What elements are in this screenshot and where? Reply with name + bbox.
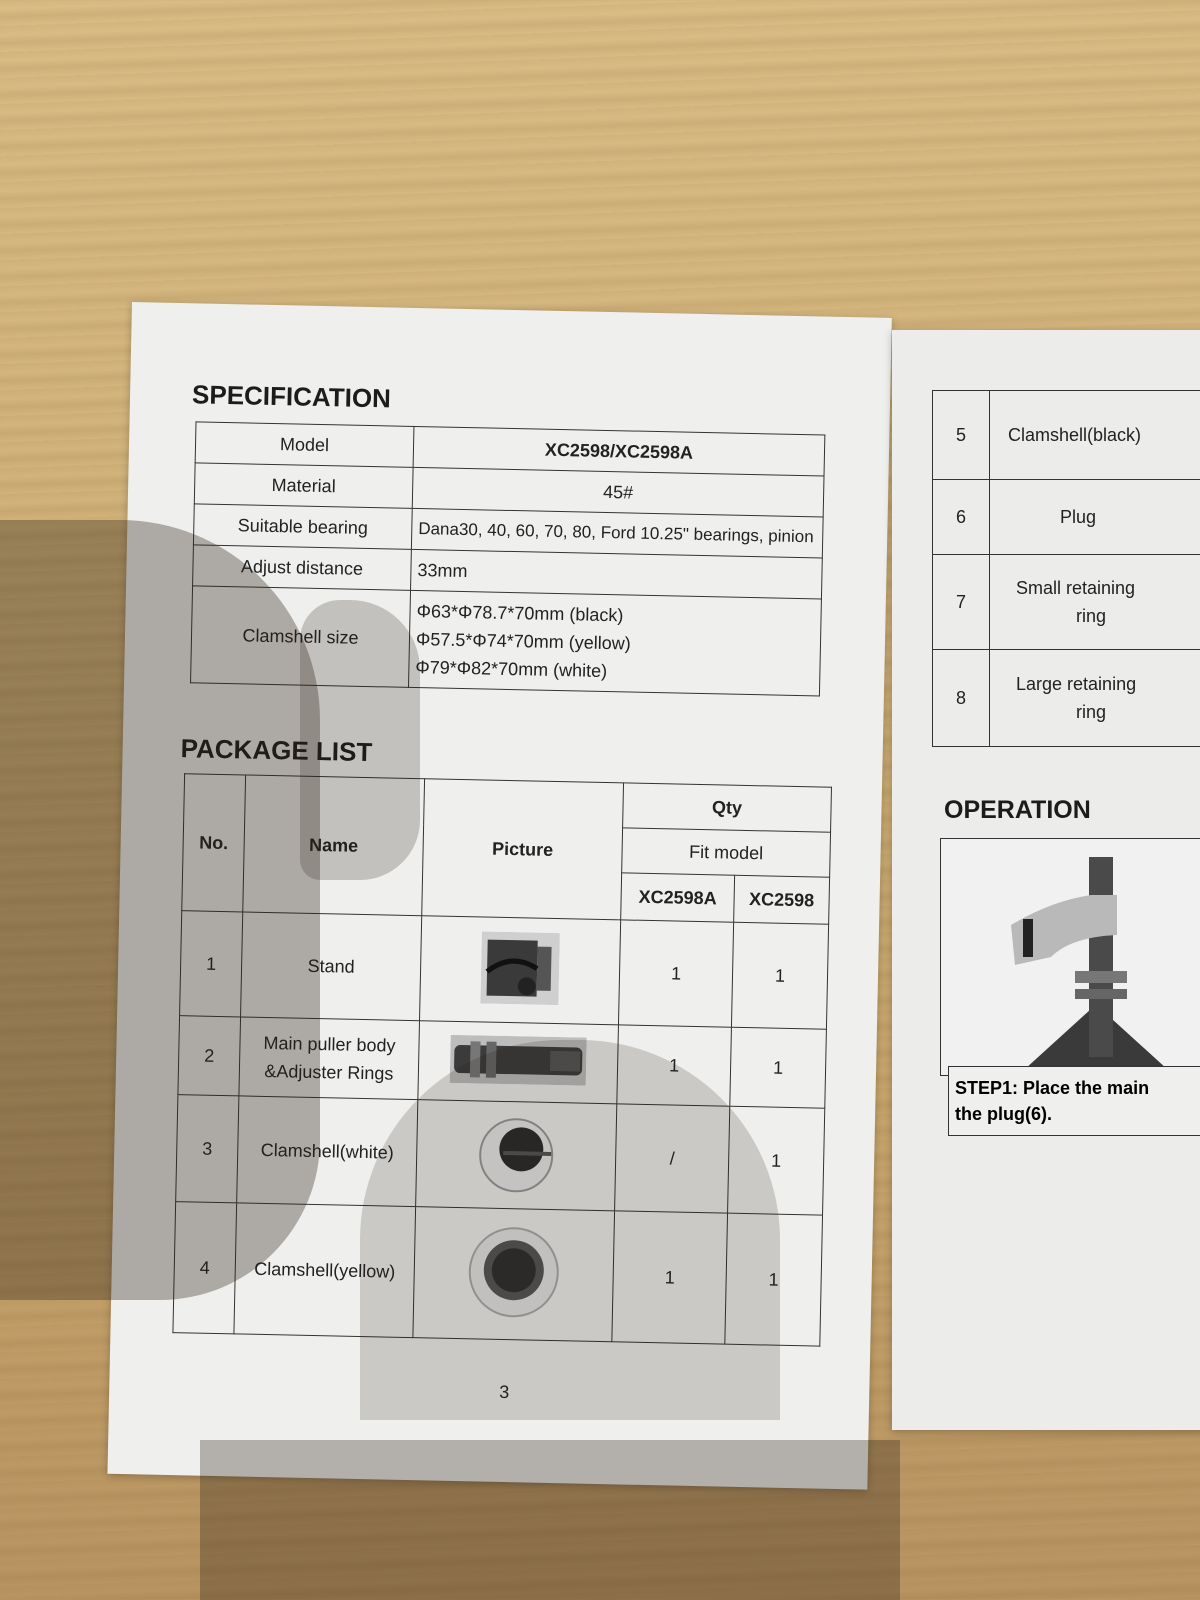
row-name: [239, 1017, 420, 1100]
row-no: 4: [173, 1202, 237, 1334]
row-name-line: Main puller body: [263, 1032, 396, 1056]
white-clamshell-photo: [472, 1112, 560, 1194]
table-row: [180, 911, 829, 1030]
puller-body-photo: [450, 1034, 587, 1085]
header-row: [184, 774, 832, 833]
stand-photo: [480, 931, 559, 1005]
row-qty-b: 1: [728, 1106, 825, 1215]
row-qty-a: 1: [618, 920, 733, 1027]
specification-table: [190, 421, 825, 696]
row-no: 7: [933, 555, 990, 650]
operation-step1-text: [948, 1066, 1200, 1136]
row-picture: [418, 1021, 619, 1104]
table-row: [178, 1016, 827, 1109]
package-list-title: PACKAGE LIST: [180, 733, 373, 768]
spec-value: XC2598/XC2598A: [413, 426, 825, 476]
package-list-table: [172, 773, 832, 1346]
header-picture: Picture: [422, 779, 624, 920]
row-no: 3: [176, 1095, 239, 1203]
table-row: [933, 555, 1200, 650]
row-name-line: ring: [1076, 606, 1107, 626]
table-row: [176, 1095, 825, 1216]
step1-line: the plug(6).: [955, 1104, 1052, 1124]
row-name: Stand: [241, 912, 422, 1021]
operation-step1-photo: [940, 838, 1200, 1076]
row-no: 5: [933, 391, 990, 480]
table-row: [933, 391, 1200, 480]
operation-title: OPERATION: [944, 796, 1091, 824]
row-name: [990, 555, 1200, 650]
row-name: Clamshell(yellow): [234, 1203, 416, 1338]
spec-key: Adjust distance: [193, 545, 412, 591]
row-name: [990, 650, 1200, 747]
spec-key: Clamshell size: [191, 586, 411, 688]
row-name: Plug: [990, 480, 1200, 555]
row-name-line: Small retaining: [1016, 578, 1136, 598]
row-qty-b: 1: [730, 1027, 827, 1108]
header-qty: Qty: [623, 783, 832, 832]
manual-right-page: [892, 330, 1200, 1430]
manual-left-page: [107, 302, 891, 1490]
page-number: 3: [499, 1381, 510, 1403]
row-picture: [416, 1100, 617, 1211]
header-name: Name: [243, 775, 425, 916]
yellow-clamshell-photo: [465, 1223, 563, 1321]
specification-title: SPECIFICATION: [191, 379, 392, 414]
clamshell-size-line: Φ79*Φ82*70mm (white): [415, 657, 608, 682]
row-no: 2: [178, 1016, 241, 1096]
header-fit-model: Fit model: [622, 828, 831, 877]
row-name-line: &Adjuster Rings: [264, 1060, 394, 1084]
row-qty-b: 1: [731, 922, 828, 1029]
row-name: Clamshell(white): [237, 1096, 418, 1207]
clamshell-size-line: Φ57.5*Φ74*70mm (yellow): [415, 629, 631, 654]
row-picture: [420, 916, 621, 1025]
spec-value: [408, 590, 821, 696]
clamshell-size-line: Φ63*Φ78.7*70mm (black): [416, 601, 624, 626]
table-row: [933, 480, 1200, 555]
row-name-line: Large retaining: [1016, 674, 1137, 694]
package-list-continued-table: [932, 390, 1200, 747]
row-picture: [413, 1207, 615, 1342]
spec-value: 45#: [412, 467, 824, 517]
spec-key: Material: [194, 463, 413, 509]
row-qty-a: /: [615, 1104, 730, 1213]
spec-row-clamshell: [191, 586, 822, 696]
row-qty-a: 1: [612, 1211, 728, 1344]
spec-value: Dana30, 40, 60, 70, 80, Ford 10.25" bearings, pinion: [411, 508, 823, 558]
header-model-a: XC2598A: [621, 873, 735, 922]
row-no: 8: [933, 650, 990, 747]
step1-line: STEP1: Place the main: [955, 1078, 1150, 1098]
tool-in-hand-photo: [941, 839, 1200, 1075]
row-no: 6: [933, 480, 990, 555]
header-model-b: XC2598: [734, 875, 830, 924]
spec-key: Model: [195, 422, 414, 468]
row-qty-a: 1: [617, 1025, 732, 1106]
row-name: Clamshell(black): [990, 391, 1200, 480]
row-no: 1: [180, 911, 243, 1017]
row-name-line: ring: [1076, 702, 1107, 722]
table-row: [933, 650, 1200, 747]
spec-value: 33mm: [411, 549, 823, 599]
row-qty-b: 1: [725, 1213, 823, 1346]
table-row: [173, 1202, 823, 1347]
header-no: No.: [182, 774, 246, 912]
spec-key: Suitable bearing: [193, 504, 412, 550]
